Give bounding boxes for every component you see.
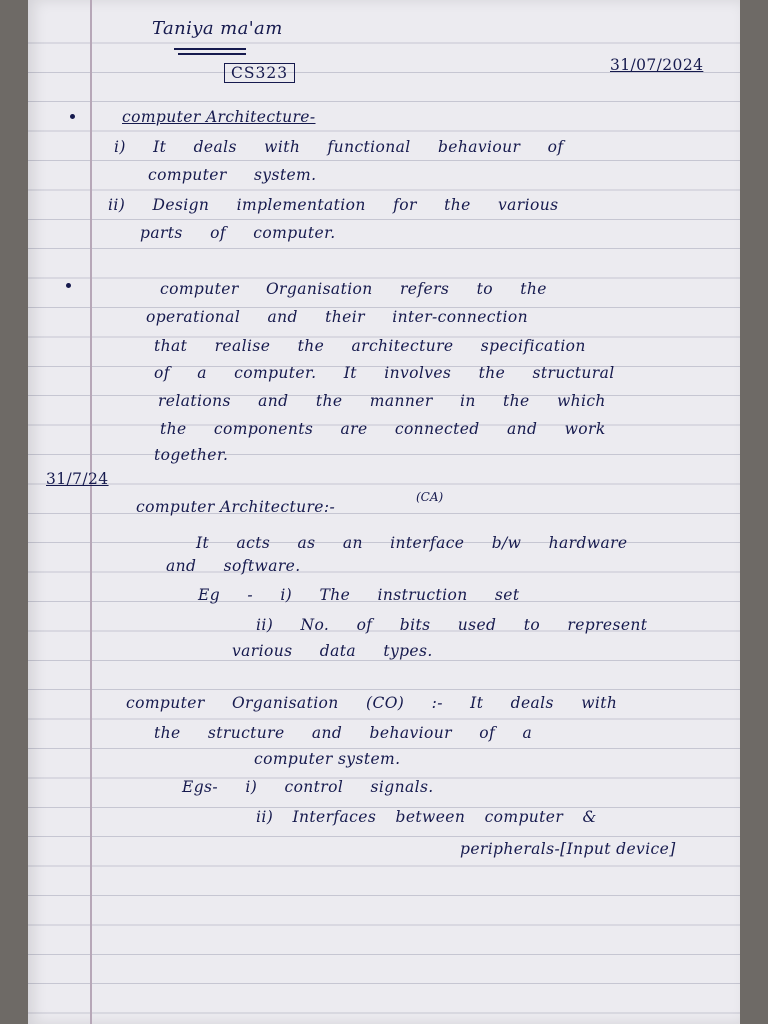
section2-line: computer Organisation refers to the [160,280,547,298]
section2-line: together. [154,446,229,464]
section1-line: parts of computer. [140,224,336,242]
bullet-2 [66,283,71,288]
course-code: CS323 [224,63,295,83]
margin-line [90,0,92,1024]
bullet-1 [70,114,75,119]
course-code-box [224,64,295,82]
teacher-underline [174,48,246,50]
section1-line: computer system. [148,166,317,184]
section1-line: ii) Design implementation for the various [108,196,559,214]
section3-line: and software. [166,557,301,575]
section3-title: computer Architecture:- [136,498,336,516]
section2-line: operational and their inter-connection [146,308,528,326]
section4-line: peripherals-[Input device] [460,840,676,858]
section3-line: Eg - i) The instruction set [198,586,520,604]
teacher-underline-2 [178,53,246,55]
teacher-name: Taniya ma'am [152,18,283,39]
section4-line: computer system. [254,750,401,768]
section2-line: relations and the manner in the which [158,392,606,410]
section4-line: the structure and behaviour of a [154,724,533,742]
section2-line: of a computer. It involves the structural [154,364,615,382]
section2-line: that realise the architecture specification [154,337,586,355]
section3-date: 31/7/24 [46,470,109,488]
section4-line: Egs- i) control signals. [182,778,434,796]
section2-line: the components are connected and work [160,420,606,438]
section3-line: various data types. [232,642,433,660]
section3-line: It acts as an interface b/w hardware [196,534,628,552]
section1-line: i) It deals with functional behaviour of [114,138,564,156]
header-date: 31/07/2024 [610,56,704,74]
section3-abbr: (CA) [416,490,444,504]
section4-line: ii) Interfaces between computer & [256,808,597,826]
section1-title: computer Architecture- [122,108,316,126]
section4-line: computer Organisation (CO) :- It deals with [126,694,618,712]
notebook-page [28,0,740,1024]
section3-line: ii) No. of bits used to represent [256,616,648,634]
